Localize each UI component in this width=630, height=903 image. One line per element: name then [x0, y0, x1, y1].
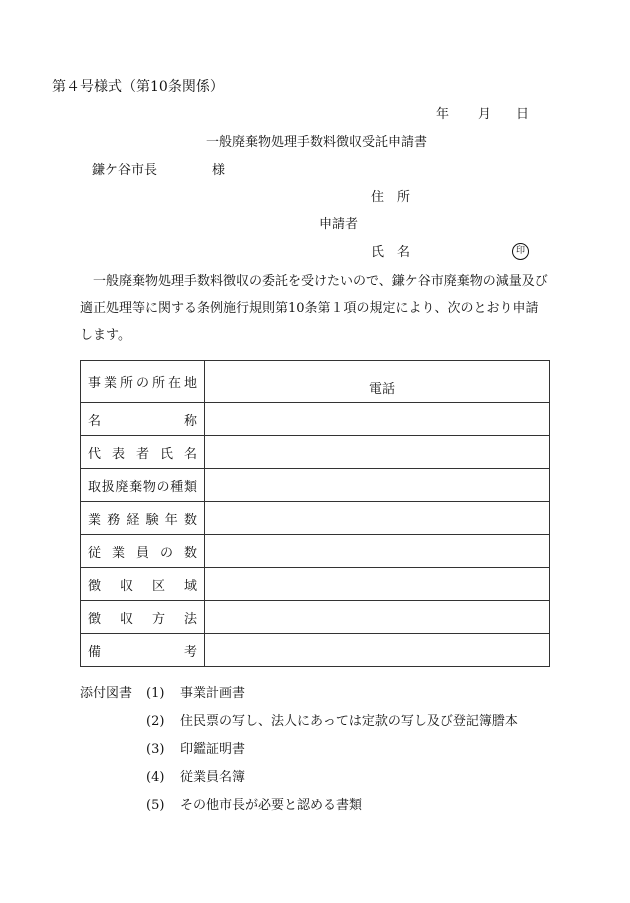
row-label-remarks: 備考 — [81, 634, 205, 667]
row-label-name: 名称 — [81, 403, 205, 436]
row-label-waste-type: 取扱廃棄物の種類 — [81, 469, 205, 502]
row-label-collection-area: 徴収区域 — [81, 568, 205, 601]
table-row — [81, 634, 550, 667]
field-employees[interactable] — [205, 535, 550, 568]
form-number: 第４号様式（第10条関係） — [52, 79, 224, 95]
document-title: 一般廃棄物処理手数料徴収受託申請書 — [206, 135, 428, 150]
applicant-label: 申請者 — [319, 217, 359, 232]
table-row — [81, 568, 550, 601]
attachment-number: (1) — [146, 686, 165, 701]
table-row — [81, 403, 550, 436]
applicant-address-label: 住 所 — [371, 190, 411, 205]
row-label-representative: 代表者氏名 — [81, 436, 205, 469]
date-year-label: 年 — [436, 107, 450, 122]
field-name[interactable] — [205, 403, 550, 436]
row-label-experience: 業務経験年数 — [81, 502, 205, 535]
table-row — [81, 535, 550, 568]
attachment-number: (5) — [146, 798, 165, 813]
attachment-number: (2) — [146, 714, 165, 729]
field-representative[interactable] — [205, 436, 550, 469]
seal-mark-icon: 印 — [512, 243, 529, 260]
table-row — [81, 502, 550, 535]
addressee: 鎌ケ谷市長 — [92, 163, 158, 178]
applicant-name-label: 氏 名 — [371, 245, 411, 260]
attachment-item: 従業員名簿 — [180, 770, 246, 785]
date-month-label: 月 — [478, 107, 492, 122]
field-experience[interactable] — [205, 502, 550, 535]
honorific: 様 — [212, 163, 226, 178]
attachment-item: 住民票の写し、法人にあっては定款の写し及び登記簿謄本 — [180, 714, 518, 729]
attachments-heading: 添付図書 — [80, 686, 133, 701]
row-label-collection-method: 徴収方法 — [81, 601, 205, 634]
row-label-location: 事業所の所在地 — [81, 361, 205, 403]
phone-label: 電話 — [369, 382, 396, 397]
date-day-label: 日 — [516, 107, 530, 122]
info-table — [80, 360, 550, 667]
attachment-number: (3) — [146, 742, 165, 757]
table-row — [81, 469, 550, 502]
table-row — [81, 601, 550, 634]
body-text: 一般廃棄物処理手数料徴収の委託を受けたいので、鎌ケ谷市廃棄物の減量及び適正処理等に関する条例施行規則第10条第１項の規定により、次のとおり申請します。 — [80, 274, 548, 343]
field-remarks[interactable] — [205, 634, 550, 667]
attachment-item: その他市長が必要と認める書類 — [180, 798, 363, 813]
field-collection-area[interactable] — [205, 568, 550, 601]
table-row — [81, 361, 550, 403]
field-location[interactable] — [205, 361, 550, 403]
field-collection-method[interactable] — [205, 601, 550, 634]
attachment-item: 事業計画書 — [180, 686, 246, 701]
attachment-number: (4) — [146, 770, 165, 785]
table-row — [81, 436, 550, 469]
row-label-employees: 従業員の数 — [81, 535, 205, 568]
field-waste-type[interactable] — [205, 469, 550, 502]
attachment-item: 印鑑証明書 — [180, 742, 246, 757]
